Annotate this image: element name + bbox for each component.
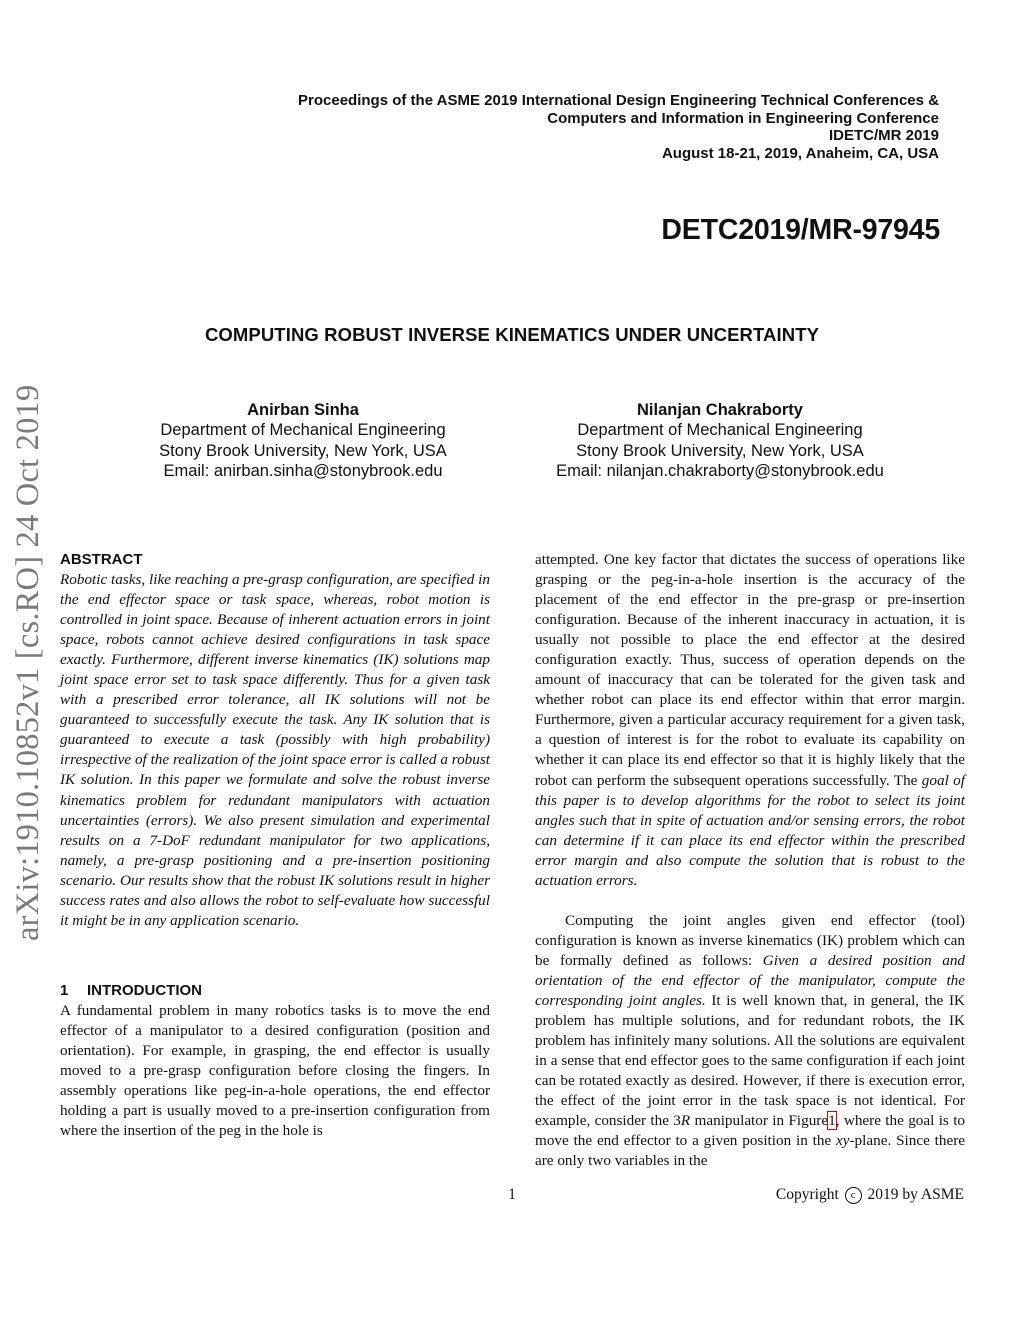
conference-line: August 18-21, 2019, Anaheim, CA, USA bbox=[661, 144, 939, 162]
abstract-heading: ABSTRACT bbox=[60, 551, 143, 568]
section-title: INTRODUCTION bbox=[87, 981, 202, 999]
author-block bbox=[510, 400, 930, 481]
conference-line: Computers and Information in Engineering Conference bbox=[547, 109, 939, 127]
intro-text: It is well known that, in general, the IK problem has multiple solutions, and for redundant robots, the IK problem has infinitely many solutions. All the solutions are equivalent in a sense that end effector goes to the same configuration if each joint can be rotated exactly as desired. However, if there is execution error, the effect of the joint error in the task space is not identical. For example, consider the 3 bbox=[535, 991, 965, 1130]
copyright-label: Copyright bbox=[775, 1186, 839, 1203]
abstract-text: Robotic tasks, like reaching a pre-grasp configuration, are specified in the end effector space or task space, whereas, robot motion is controlled in joint space. Because of inherent actuation errors in joint space, robots cannot achieve desired configurations in task space exactly. Furthermore, different inverse kinematics (IK) solutions map joint space error set to task space differently. Thus for a given task with a prescribed error tolerance, all IK solutions will not be guaranteed to successfully execute the task. Any IK solution that is guaranteed to execute a task (possibly with high probability) irrespective of the realization of the joint space error is called a robust IK solution. In this paper we formulate and solve the robust inverse kinematics problem for redundant manipulators with actuation uncertainties (errors). We also present simulation and experimental results on a 7-DoF redundant manipulator for two applications, namely, a pre-grasp positioning and a pre-insertion positioning scenario. Our results show that the robust IK solutions result in higher success rates and also allows the robot to self-evaluate how successful it might be in any application scenario. bbox=[60, 571, 490, 929]
intro-text: -plane. Since there are only two variables in the bbox=[535, 1132, 965, 1170]
paper-id: DETC2019/MR-97945 bbox=[661, 214, 940, 246]
author-department: Department of Mechanical Engineering bbox=[577, 421, 863, 440]
page-number: 1 bbox=[508, 1186, 516, 1203]
paper-title: COMPUTING ROBUST INVERSE KINEMATICS UNDER UNCERTAINTY bbox=[204, 324, 820, 345]
intro-paragraph-continued bbox=[535, 550, 965, 891]
conference-line: Proceedings of the ASME 2019 International Design Engineering Technical Conferences & bbox=[298, 92, 939, 109]
manipulator-type: R bbox=[680, 1112, 691, 1130]
arxiv-stamp: arXiv:1910.10852v1 [cs.RO] 24 Oct 2019 bbox=[10, 384, 46, 941]
author-block bbox=[93, 400, 513, 481]
intro-text: , where the goal is to move the end effector to a given position in the bbox=[535, 1112, 966, 1150]
conference-header bbox=[119, 92, 939, 162]
intro-text: Computing the joint angles given end effector (tool) configuration is known as inverse kinematics (IK) problem which can be formally defined as follows: bbox=[535, 911, 965, 969]
introduction-heading bbox=[60, 981, 490, 1001]
plane-symbol: xy bbox=[836, 1132, 850, 1150]
intro-paragraph-2 bbox=[535, 911, 965, 1172]
author-email: Email: anirban.sinha@stonybrook.edu bbox=[163, 461, 443, 480]
intro-paragraph: A fundamental problem in many robotics tasks is to move the end effector of a manipulator to a desired configuration (position and orientation). For example, in grasping, the end effector is usually moved to a pre-grasp configuration before closing the fingers. In assembly operations like peg-in-a-hole operations, the end effector holding a part is usually moved to a pre-insertion configuration from where the insertion of the peg in the hole is bbox=[60, 1001, 490, 1140]
intro-text: manipulator in Figure bbox=[694, 1112, 829, 1130]
copyright-notice bbox=[776, 1186, 964, 1204]
author-name: Anirban Sinha bbox=[247, 401, 359, 419]
goal-statement: goal of this paper is to develop algorithms for the robot to select its joint angles such that in spite of actuation and/or sensing errors, the robot can determine if it can place its end effector within the prescribed error margin and also compute the solution that is robust to the actuation errors. bbox=[535, 771, 965, 889]
left-column bbox=[60, 550, 490, 1141]
ik-definition: Given a desired position and orientation of the end effector of the manipulator, compute the corresponding joint angles. bbox=[535, 951, 966, 1009]
copyright-icon: c bbox=[845, 1187, 862, 1204]
author-affiliation: Stony Brook University, New York, USA bbox=[159, 441, 447, 460]
author-affiliation: Stony Brook University, New York, USA bbox=[576, 441, 864, 460]
author-email: Email: nilanjan.chakraborty@stonybrook.edu bbox=[556, 461, 884, 480]
author-department: Department of Mechanical Engineering bbox=[160, 421, 446, 440]
intro-text: attempted. One key factor that dictates the success of operations like grasping or the peg-in-a-hole insertion is the accuracy of the placement of the end effector in the pre-grasp or pre-insertion configuration. Because of the inherent inaccuracy in actuation, it is usually not possible to place the end effector at the desired configuration exactly. Thus, success of operation depends on the amount of inaccuracy that can be tolerated for the given task and whether robot can place its end effector within that error margin. Furthermore, given a particular accuracy requirement for a given task, a question of interest is for the robot to evaluate its capability on whether it can place its end effector so that it is highly likely that the robot can perform the subsequent operations successfully. The bbox=[535, 551, 965, 789]
copyright-year: 2019 by ASME bbox=[867, 1186, 964, 1203]
section-number: 1 bbox=[60, 981, 69, 999]
author-name: Nilanjan Chakraborty bbox=[637, 401, 803, 419]
right-column bbox=[535, 550, 965, 1171]
figure-reference-link[interactable]: 1 bbox=[828, 1112, 836, 1130]
conference-line: IDETC/MR 2019 bbox=[828, 127, 939, 144]
